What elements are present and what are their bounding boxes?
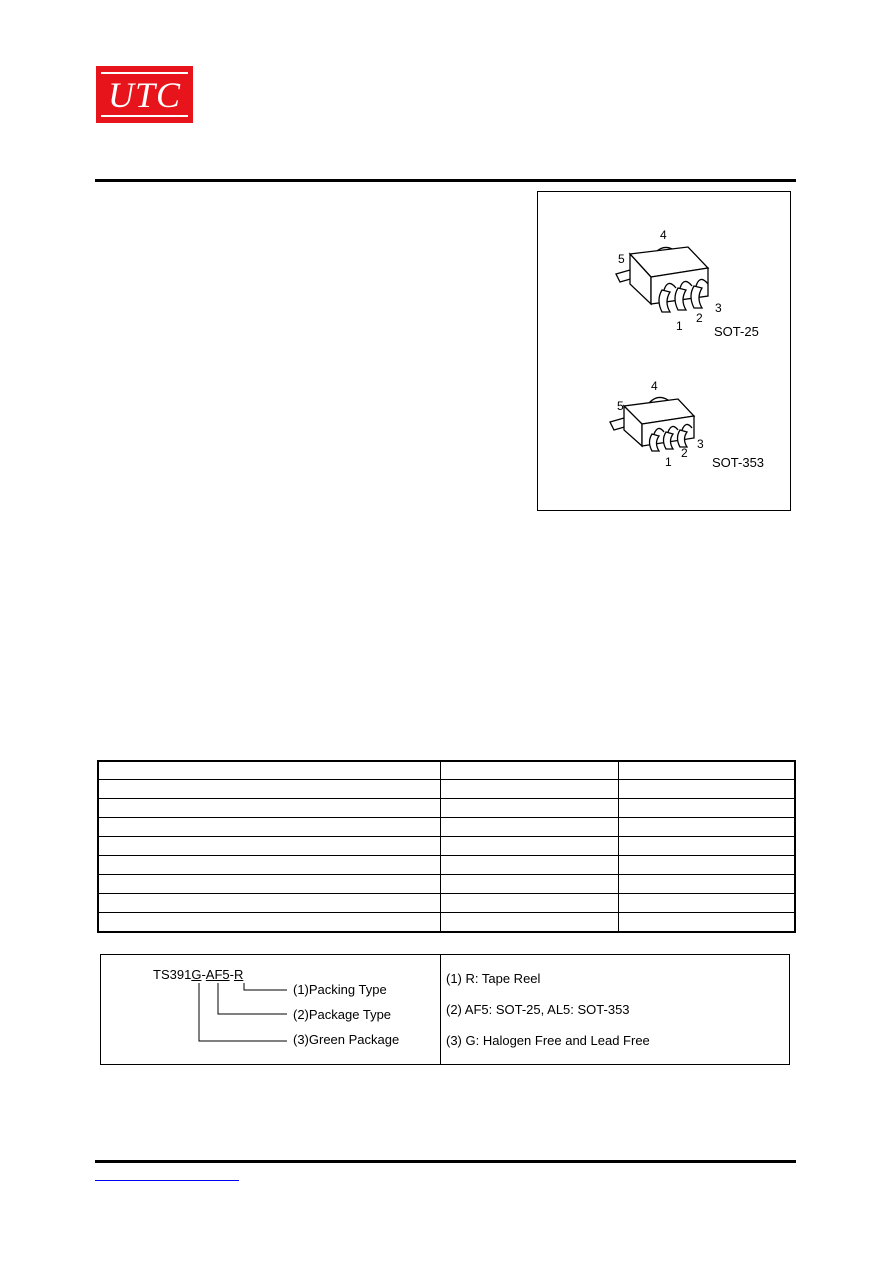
package-diagram-box — [537, 191, 791, 511]
table-row — [99, 893, 794, 894]
label-package-type: (2)Package Type — [293, 1007, 392, 1022]
utc-logo-text: UTC — [107, 74, 182, 115]
package-drawings — [538, 192, 792, 512]
utc-logo — [96, 66, 193, 123]
note-package-type: (2) AF5: SOT-25, AL5: SOT-353 — [446, 1002, 630, 1017]
table-row — [99, 798, 794, 799]
part-packing-code: R — [233, 967, 244, 982]
table-row — [99, 855, 794, 856]
ordering-table — [97, 760, 796, 933]
part-separator: - — [229, 967, 234, 982]
label-packing-type: (1)Packing Type — [293, 982, 387, 997]
part-prefix: TS391 — [153, 967, 192, 982]
utc-logo-frame — [101, 72, 188, 117]
sot353-pin-3: 3 — [697, 437, 704, 451]
part-package-code: AF5 — [205, 967, 230, 982]
sot353-pin-2: 2 — [681, 446, 688, 460]
sot25-drawing — [616, 247, 708, 312]
table-row — [99, 836, 794, 837]
table-row — [99, 912, 794, 913]
note-packing-type: (1) R: Tape Reel — [446, 971, 541, 986]
sot353-label: SOT-353 — [712, 455, 765, 470]
table-column-divider — [440, 762, 441, 931]
table-row — [99, 779, 794, 780]
sot25-pin-4: 4 — [660, 228, 667, 242]
part-separator: - — [201, 967, 206, 982]
header-rule — [95, 179, 796, 182]
footer-website-link[interactable] — [95, 1166, 239, 1181]
part-number-marking — [100, 954, 790, 1065]
table-row — [99, 817, 794, 818]
part-green-code: G — [191, 967, 202, 982]
marking-divider — [440, 955, 441, 1064]
sot25-label: SOT-25 — [714, 324, 759, 339]
table-row — [99, 874, 794, 875]
table-column-divider — [618, 762, 619, 931]
sot353-pin-4: 4 — [651, 379, 658, 393]
sot25-pin-3: 3 — [715, 301, 722, 315]
note-green-package: (3) G: Halogen Free and Lead Free — [446, 1033, 650, 1048]
sot25-pin-2: 2 — [696, 311, 703, 325]
sot353-pin-1: 1 — [665, 455, 672, 469]
label-green-package: (3)Green Package — [293, 1032, 400, 1047]
footer-rule — [95, 1160, 796, 1163]
sot25-pin-1: 1 — [676, 319, 683, 333]
sot25-pin-5: 5 — [618, 252, 625, 266]
sot353-pin-5: 5 — [617, 399, 624, 413]
